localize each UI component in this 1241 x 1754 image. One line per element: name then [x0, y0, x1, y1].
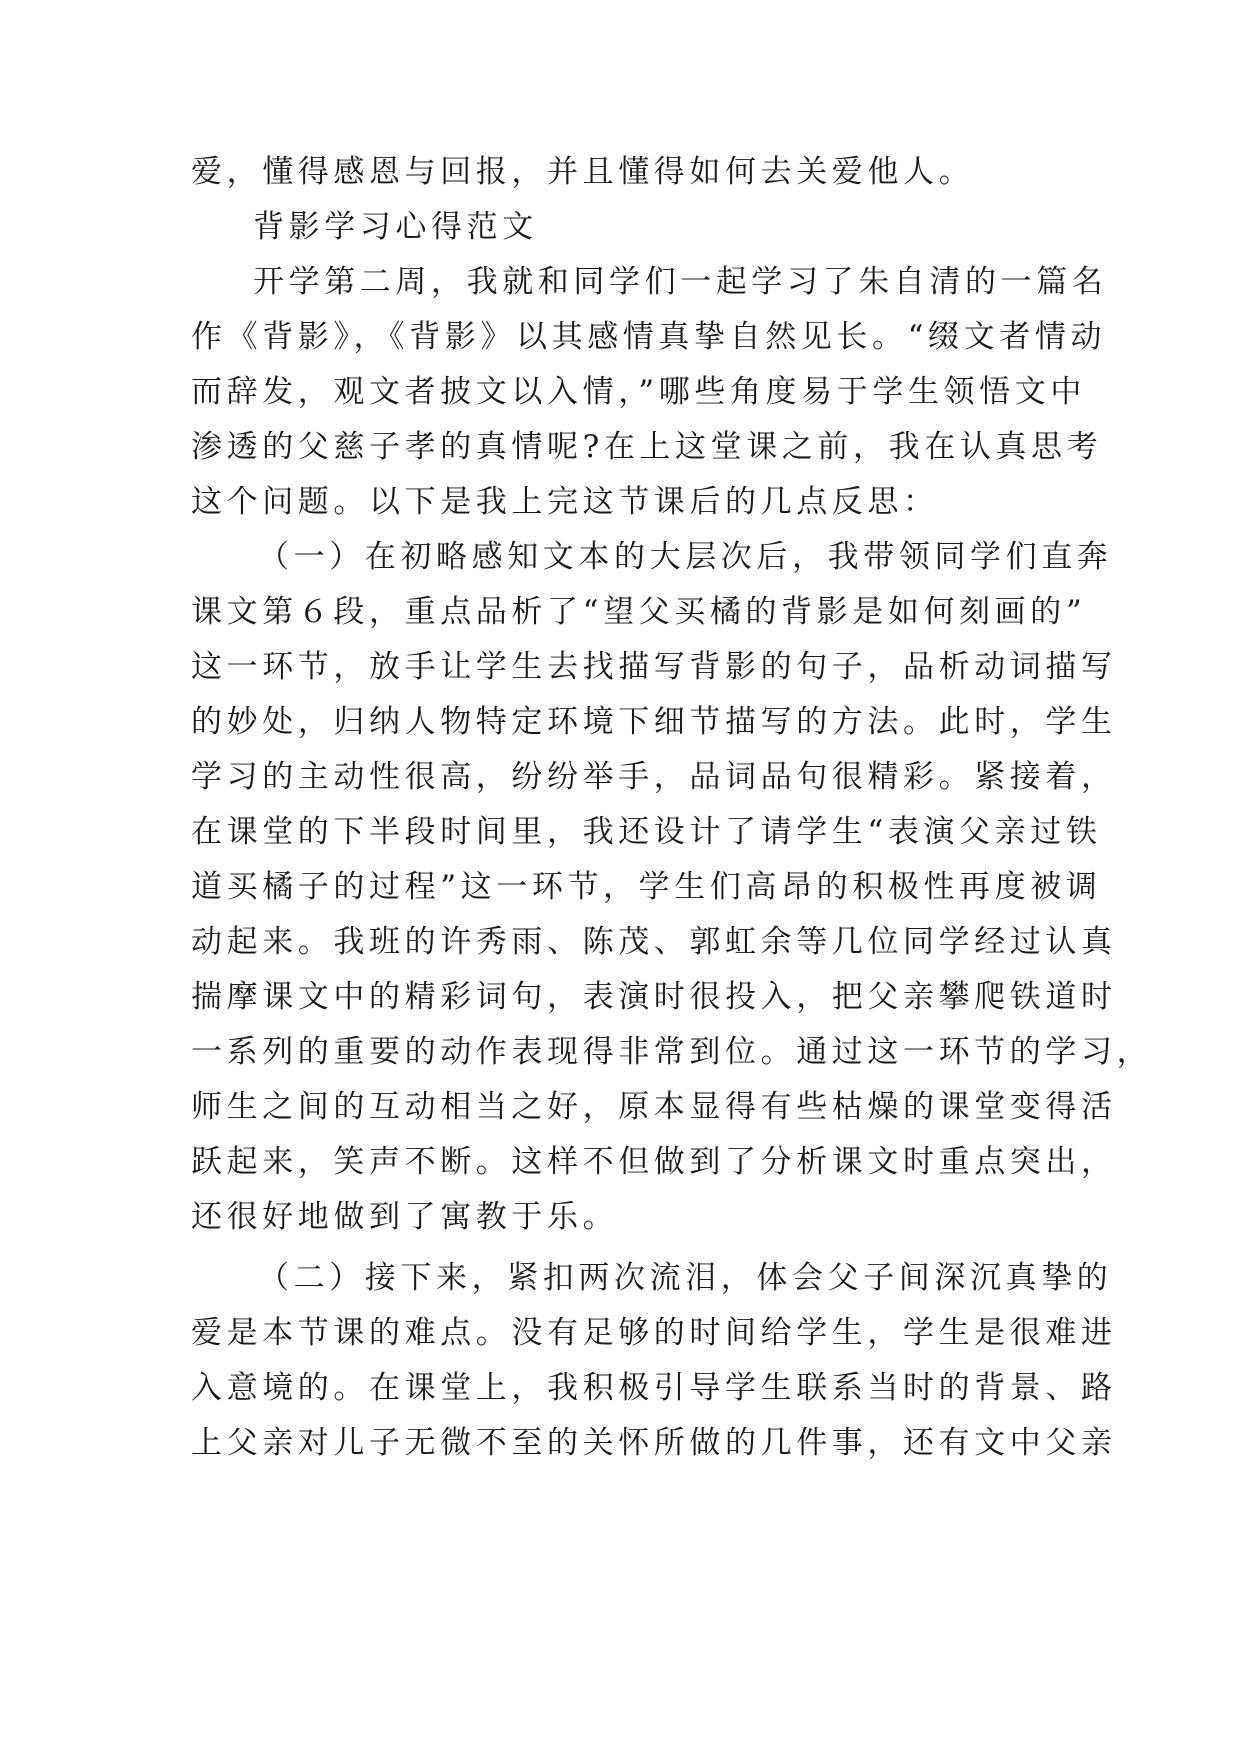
text-line: 的妙处，归纳人物特定环境下细节描写的方法。此时，学生	[191, 704, 1117, 740]
text-line: 揣摩课文中的精彩词句，表演时很投入，把父亲攀爬铁道时	[191, 979, 1117, 1015]
text-line: 学习的主动性很高，纷纷举手，品词品句很精彩。紧接着，	[191, 759, 1117, 795]
text-line: 在课堂的下半段时间里，我还设计了请学生“表演父亲过铁	[191, 814, 1102, 850]
text-line: 还很好地做到了寓教于乐。	[191, 1199, 619, 1235]
section-heading: 背影学习心得范文	[253, 209, 538, 245]
text-line: 师生之间的互动相当之好，原本显得有些枯燥的课堂变得活	[191, 1089, 1117, 1125]
text-line: （一）在初略感知文本的大层次后，我带领同学们直奔	[258, 539, 1113, 575]
text-line: 课文第６段，重点品析了“望父买橘的背影是如何刻画的”	[191, 594, 1087, 630]
text-line: 爱是本节课的难点。没有足够的时间给学生，学生是很难进	[191, 1315, 1117, 1351]
text-line: 动起来。我班的许秀雨、陈茂、郭虹余等几位同学经过认真	[191, 924, 1117, 960]
text-line: 这个问题。以下是我上完这节课后的几点反思：	[191, 484, 939, 520]
text-line: （二）接下来，紧扣两次流泪，体会父子间深沉真挚的	[258, 1260, 1113, 1296]
text-line: 而辞发，观文者披文以入情，”哪些角度易于学生领悟文中	[191, 374, 1086, 410]
text-line: 开学第二周，我就和同学们一起学习了朱自清的一篇名	[253, 264, 1108, 300]
text-line: 入意境的。在课堂上，我积极引导学生联系当时的背景、路	[191, 1370, 1117, 1406]
text-line: 这一环节，放手让学生去找描写背影的句子，品析动词描写	[191, 649, 1117, 685]
text-line: 上父亲对儿子无微不至的关怀所做的几件事，还有文中父亲	[191, 1425, 1117, 1461]
text-line: 渗透的父慈子孝的真情呢?在上这堂课之前，我在认真思考	[191, 429, 1103, 465]
text-line: 作《背影》，《背影》以其感情真挚自然见长。“缀文者情动	[191, 319, 1107, 355]
text-line: 道买橘子的过程”这一环节，学生们高昂的积极性再度被调	[191, 869, 1102, 905]
text-line: 爱，懂得感恩与回报，并且懂得如何去关爱他人。	[191, 154, 975, 190]
text-line: 一系列的重要的动作表现得非常到位。通过这一环节的学习，	[191, 1034, 1153, 1070]
text-line: 跃起来，笑声不断。这样不但做到了分析课文时重点突出，	[191, 1144, 1117, 1180]
